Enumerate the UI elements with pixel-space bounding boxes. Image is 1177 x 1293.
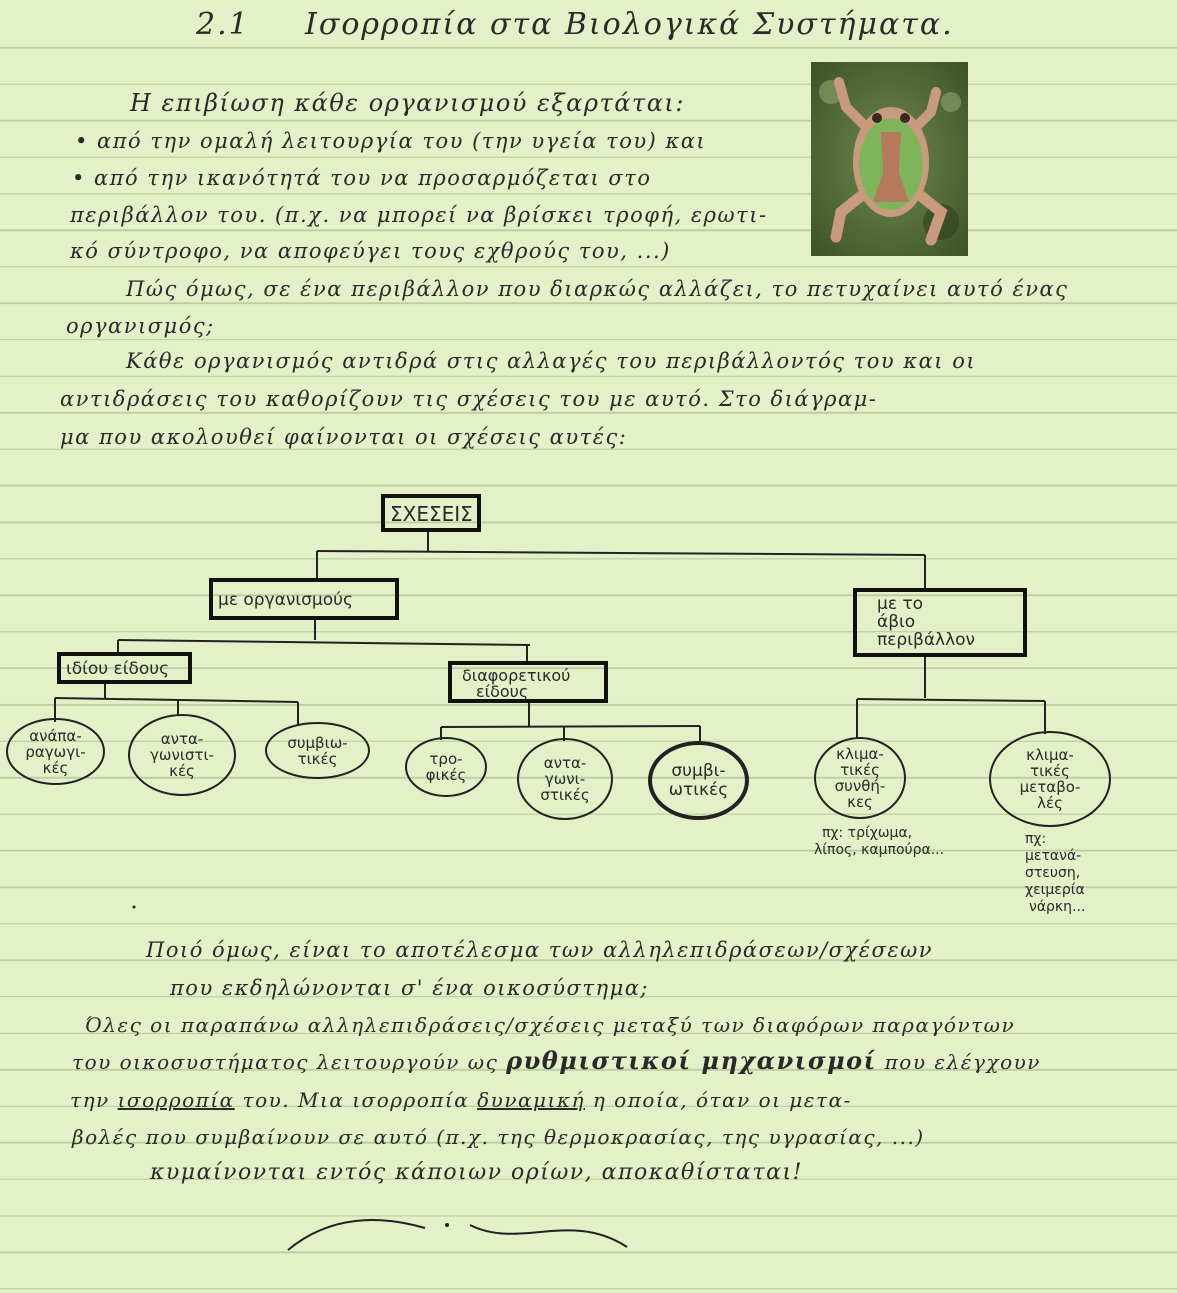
node-line: συνθή- — [834, 777, 886, 795]
node-line: ωτικές — [668, 779, 729, 800]
intro-line: Η επιβίωση κάθε οργανισμού εξαρτάται: — [130, 89, 685, 117]
node-line: κές — [169, 762, 195, 780]
node-line: συμβιω- — [287, 733, 348, 752]
intro-line: μα που ακολουθεί φαίνονται οι σχέσεις αυτές: — [60, 425, 628, 449]
different-species-box — [448, 661, 608, 703]
node-line: τρο- — [429, 750, 463, 768]
closing-line — [70, 1087, 852, 1113]
closing-text: την — [70, 1088, 110, 1112]
intro-line: κό σύντροφο, να αποφεύγει τους εχθρούς του, ...) — [70, 239, 671, 263]
node-line: φικές — [425, 766, 467, 784]
balance-term: ισορροπία — [117, 1088, 235, 1112]
node-line: τικές — [297, 749, 338, 768]
closing-line — [72, 1048, 1041, 1075]
node-symbiotic-diff — [648, 741, 749, 820]
dynamic-term: δυναμική — [477, 1088, 585, 1112]
intro-line: περιβάλλον του. (π.χ. να μπορεί να βρίσκει τροφή, ερωτι- — [70, 203, 768, 227]
page-title: Ισορροπία στα Βιολογικά Συστήματα. — [305, 7, 954, 42]
bullet-health: • από την ομαλή λειτουργία του (την υγεία του) και — [75, 129, 707, 153]
closing-question: που εκδηλώνονται σ' ένα οικοσύστημα; — [170, 976, 649, 1000]
closing-text: η οποία, όταν οι μετα- — [592, 1088, 852, 1112]
node-line: αντα- — [543, 754, 587, 772]
intro-line: οργανισμός; — [66, 314, 215, 338]
abiotic-environment-box — [853, 588, 1027, 657]
node-line: στικές — [540, 786, 590, 804]
intro-line: Κάθε οργανισμός αντιδρά στις αλλαγές του περιβάλλοντός του και οι — [126, 349, 977, 373]
same-species-box: ιδίου είδους — [57, 652, 192, 684]
note-line: χειμερία — [1025, 882, 1085, 898]
node-line: κλιμα- — [836, 745, 884, 763]
node-reproductive — [6, 718, 105, 785]
node-line: κές — [42, 758, 69, 777]
closing-question: Ποιό όμως, είναι το αποτέλεσμα των αλληλεπιδράσεων/σχέσεων — [146, 938, 934, 962]
intro-line: αντιδράσεις του καθορίζουν τις σχέσεις του με αυτό. Στο διάγραμ- — [60, 387, 878, 411]
closing-text: που ελέγχουν — [884, 1050, 1041, 1074]
example-note-right — [1025, 831, 1085, 916]
closing-line: κυμαίνονται εντός κάποιων ορίων, αποκαθίσταται! — [150, 1160, 803, 1185]
node-line: ανάπα- — [29, 726, 82, 745]
node-line: γωνιστι- — [150, 746, 214, 764]
closing-line: Όλες οι παραπάνω αλληλεπιδράσεις/σχέσεις μεταξύ των διαφόρων παραγόντων — [85, 1013, 1016, 1037]
node-line: αντα- — [160, 730, 204, 748]
note-line: πχ: — [1025, 831, 1047, 847]
regulatory-mechanisms: ρυθμιστικοί μηχανισμοί — [506, 1046, 877, 1075]
node-competitive-same — [128, 714, 236, 796]
abiotic-line: με το — [877, 594, 924, 614]
closing-line: βολές που συμβαίνουν σε αυτό (π.χ. της θερμοκρασίας, της υγρασίας, ...) — [72, 1125, 925, 1149]
closing-text: του. Μια ισορροπία — [242, 1088, 470, 1112]
node-climatic-conditions — [814, 737, 906, 819]
organisms-box: με οργανισμούς — [209, 578, 399, 620]
node-symbiotic-same — [265, 722, 370, 779]
node-line: κες — [847, 793, 873, 811]
abiotic-line: άβιο — [877, 612, 916, 632]
node-line: κλιμα- — [1026, 746, 1074, 764]
section-number: 2.1 — [196, 7, 250, 42]
node-line: λές — [1037, 794, 1063, 812]
node-line: μεταβο- — [1019, 778, 1081, 796]
relations-root-box: ΣΧΕΣΕΙΣ — [381, 494, 481, 532]
node-competitive-diff — [517, 738, 613, 820]
diff-species-line: διαφορετικού — [462, 666, 571, 685]
note-line: λίπος, καμπούρα... — [814, 842, 945, 858]
node-line: τικές — [840, 761, 880, 779]
abiotic-line: περιβάλλον — [877, 630, 976, 650]
node-line: γωνι- — [544, 770, 586, 788]
node-line: συμβι- — [671, 760, 726, 781]
note-line: πχ: τρίχωμα, — [822, 825, 913, 841]
note-line: μετανά- — [1025, 848, 1082, 864]
note-line: στευση, — [1025, 865, 1081, 881]
closing-text: του οικοσυστήματος λειτουργούν ως — [72, 1050, 499, 1074]
node-trophic — [405, 737, 487, 797]
intro-line: Πώς όμως, σε ένα περιβάλλον που διαρκώς αλλάζει, το πετυχαίνει αυτό ένας — [126, 277, 1069, 301]
diff-species-line: είδους — [476, 682, 529, 701]
example-note-left — [814, 825, 945, 859]
node-climatic-changes — [989, 731, 1111, 827]
bullet-adapt: • από την ικανότητά του να προσαρμόζεται στο — [72, 166, 652, 190]
node-line: ραγωγι- — [25, 742, 86, 761]
node-line: τικές — [1030, 762, 1070, 780]
note-line: νάρκη... — [1029, 899, 1086, 915]
